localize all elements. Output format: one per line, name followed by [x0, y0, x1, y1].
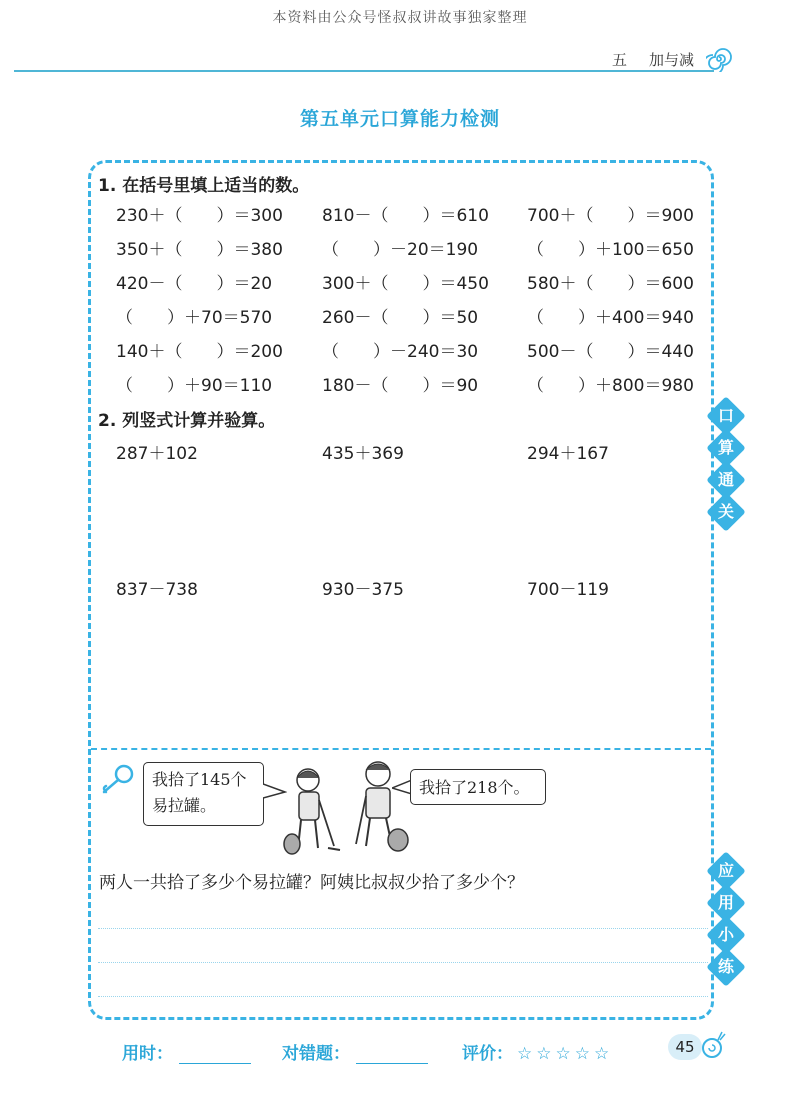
side-tab: 应 [706, 851, 746, 891]
side-tabs-application [709, 857, 743, 985]
vertical-calc-item: 294＋167 [527, 444, 609, 464]
equation: （ ）＋90＝110 [116, 376, 273, 396]
uncle-illustration [352, 756, 412, 854]
side-tab: 用 [706, 883, 746, 923]
page-title: 第五单元口算能力检测 [299, 108, 500, 130]
header-line [14, 70, 714, 72]
unit-number: 五 [612, 51, 628, 69]
vertical-calc-item: 700－119 [527, 580, 609, 600]
equation: 810－（ ）＝610 [322, 206, 489, 226]
source-note: 本资料由公众号怪叔叔讲故事独家整理 [272, 10, 528, 26]
time-label: 用时： [122, 1044, 173, 1064]
unit-label [612, 49, 694, 70]
speech-bubble-uncle: 我拾了218个。 [410, 769, 546, 805]
side-tab: 小 [706, 915, 746, 955]
side-tab: 算 [706, 428, 746, 468]
equation: （ ）＋70＝570 [116, 308, 273, 328]
equation: 300＋（ ）＝450 [322, 274, 489, 294]
time-blank[interactable] [179, 1048, 251, 1064]
section-divider [91, 748, 711, 750]
vertical-calc-item: 837－738 [116, 580, 198, 600]
equation: （ ）＋400＝940 [527, 308, 694, 328]
word-problem: 两人一共拾了多少个易拉罐？阿姨比叔叔少拾了多少个？ [99, 873, 524, 893]
side-tab: 关 [706, 492, 746, 532]
spiral-icon [706, 46, 732, 72]
footer-time [122, 1039, 251, 1064]
page-number: 45 [668, 1034, 702, 1060]
aunt-illustration [282, 764, 344, 858]
side-tabs-oral [709, 402, 743, 530]
vertical-calc-item: 435＋369 [322, 444, 404, 464]
speech-text: 我拾了145个 [152, 770, 247, 789]
answer-line [98, 928, 708, 929]
answer-line [98, 996, 708, 997]
equation: 140＋（ ）＝200 [116, 342, 283, 362]
question2-title: 2. 列竖式计算并验算。 [98, 411, 276, 431]
speech-bubble-aunt [143, 762, 264, 826]
vertical-calc-item: 930－375 [322, 580, 404, 600]
equation: （ ）－20＝190 [322, 240, 479, 260]
answer-line [98, 962, 708, 963]
speech-text: 易拉罐。 [152, 796, 217, 815]
equation: 420－（ ）＝20 [116, 274, 273, 294]
rating-stars[interactable]: ☆☆☆☆☆ [517, 1044, 614, 1064]
magnifier-icon [98, 762, 138, 796]
bubble-tail-right [392, 780, 412, 796]
footer-correct [282, 1039, 428, 1064]
equation: （ ）＋100＝650 [527, 240, 694, 260]
equation: 350＋（ ）＝380 [116, 240, 283, 260]
side-tab: 口 [706, 396, 746, 436]
side-tab: 练 [706, 947, 746, 987]
equation: 700＋（ ）＝900 [527, 206, 694, 226]
equation: 260－（ ）＝50 [322, 308, 479, 328]
correct-blank[interactable] [356, 1048, 428, 1064]
snail-icon [698, 1028, 726, 1062]
rating-label: 评价： [462, 1044, 513, 1064]
question1-title: 1. 在括号里填上适当的数。 [98, 176, 310, 196]
equation: 180－（ ）＝90 [322, 376, 479, 396]
equation: 230＋（ ）＝300 [116, 206, 283, 226]
equation: 500－（ ）＝440 [527, 342, 694, 362]
vertical-calc-item: 287＋102 [116, 444, 198, 464]
equation: （ ）－240＝30 [322, 342, 479, 362]
equation: （ ）＋800＝980 [527, 376, 694, 396]
equation: 580＋（ ）＝600 [527, 274, 694, 294]
footer-rating [462, 1039, 613, 1064]
correct-label: 对错题： [282, 1044, 350, 1064]
unit-name: 加与减 [649, 51, 695, 69]
side-tab: 通 [706, 460, 746, 500]
